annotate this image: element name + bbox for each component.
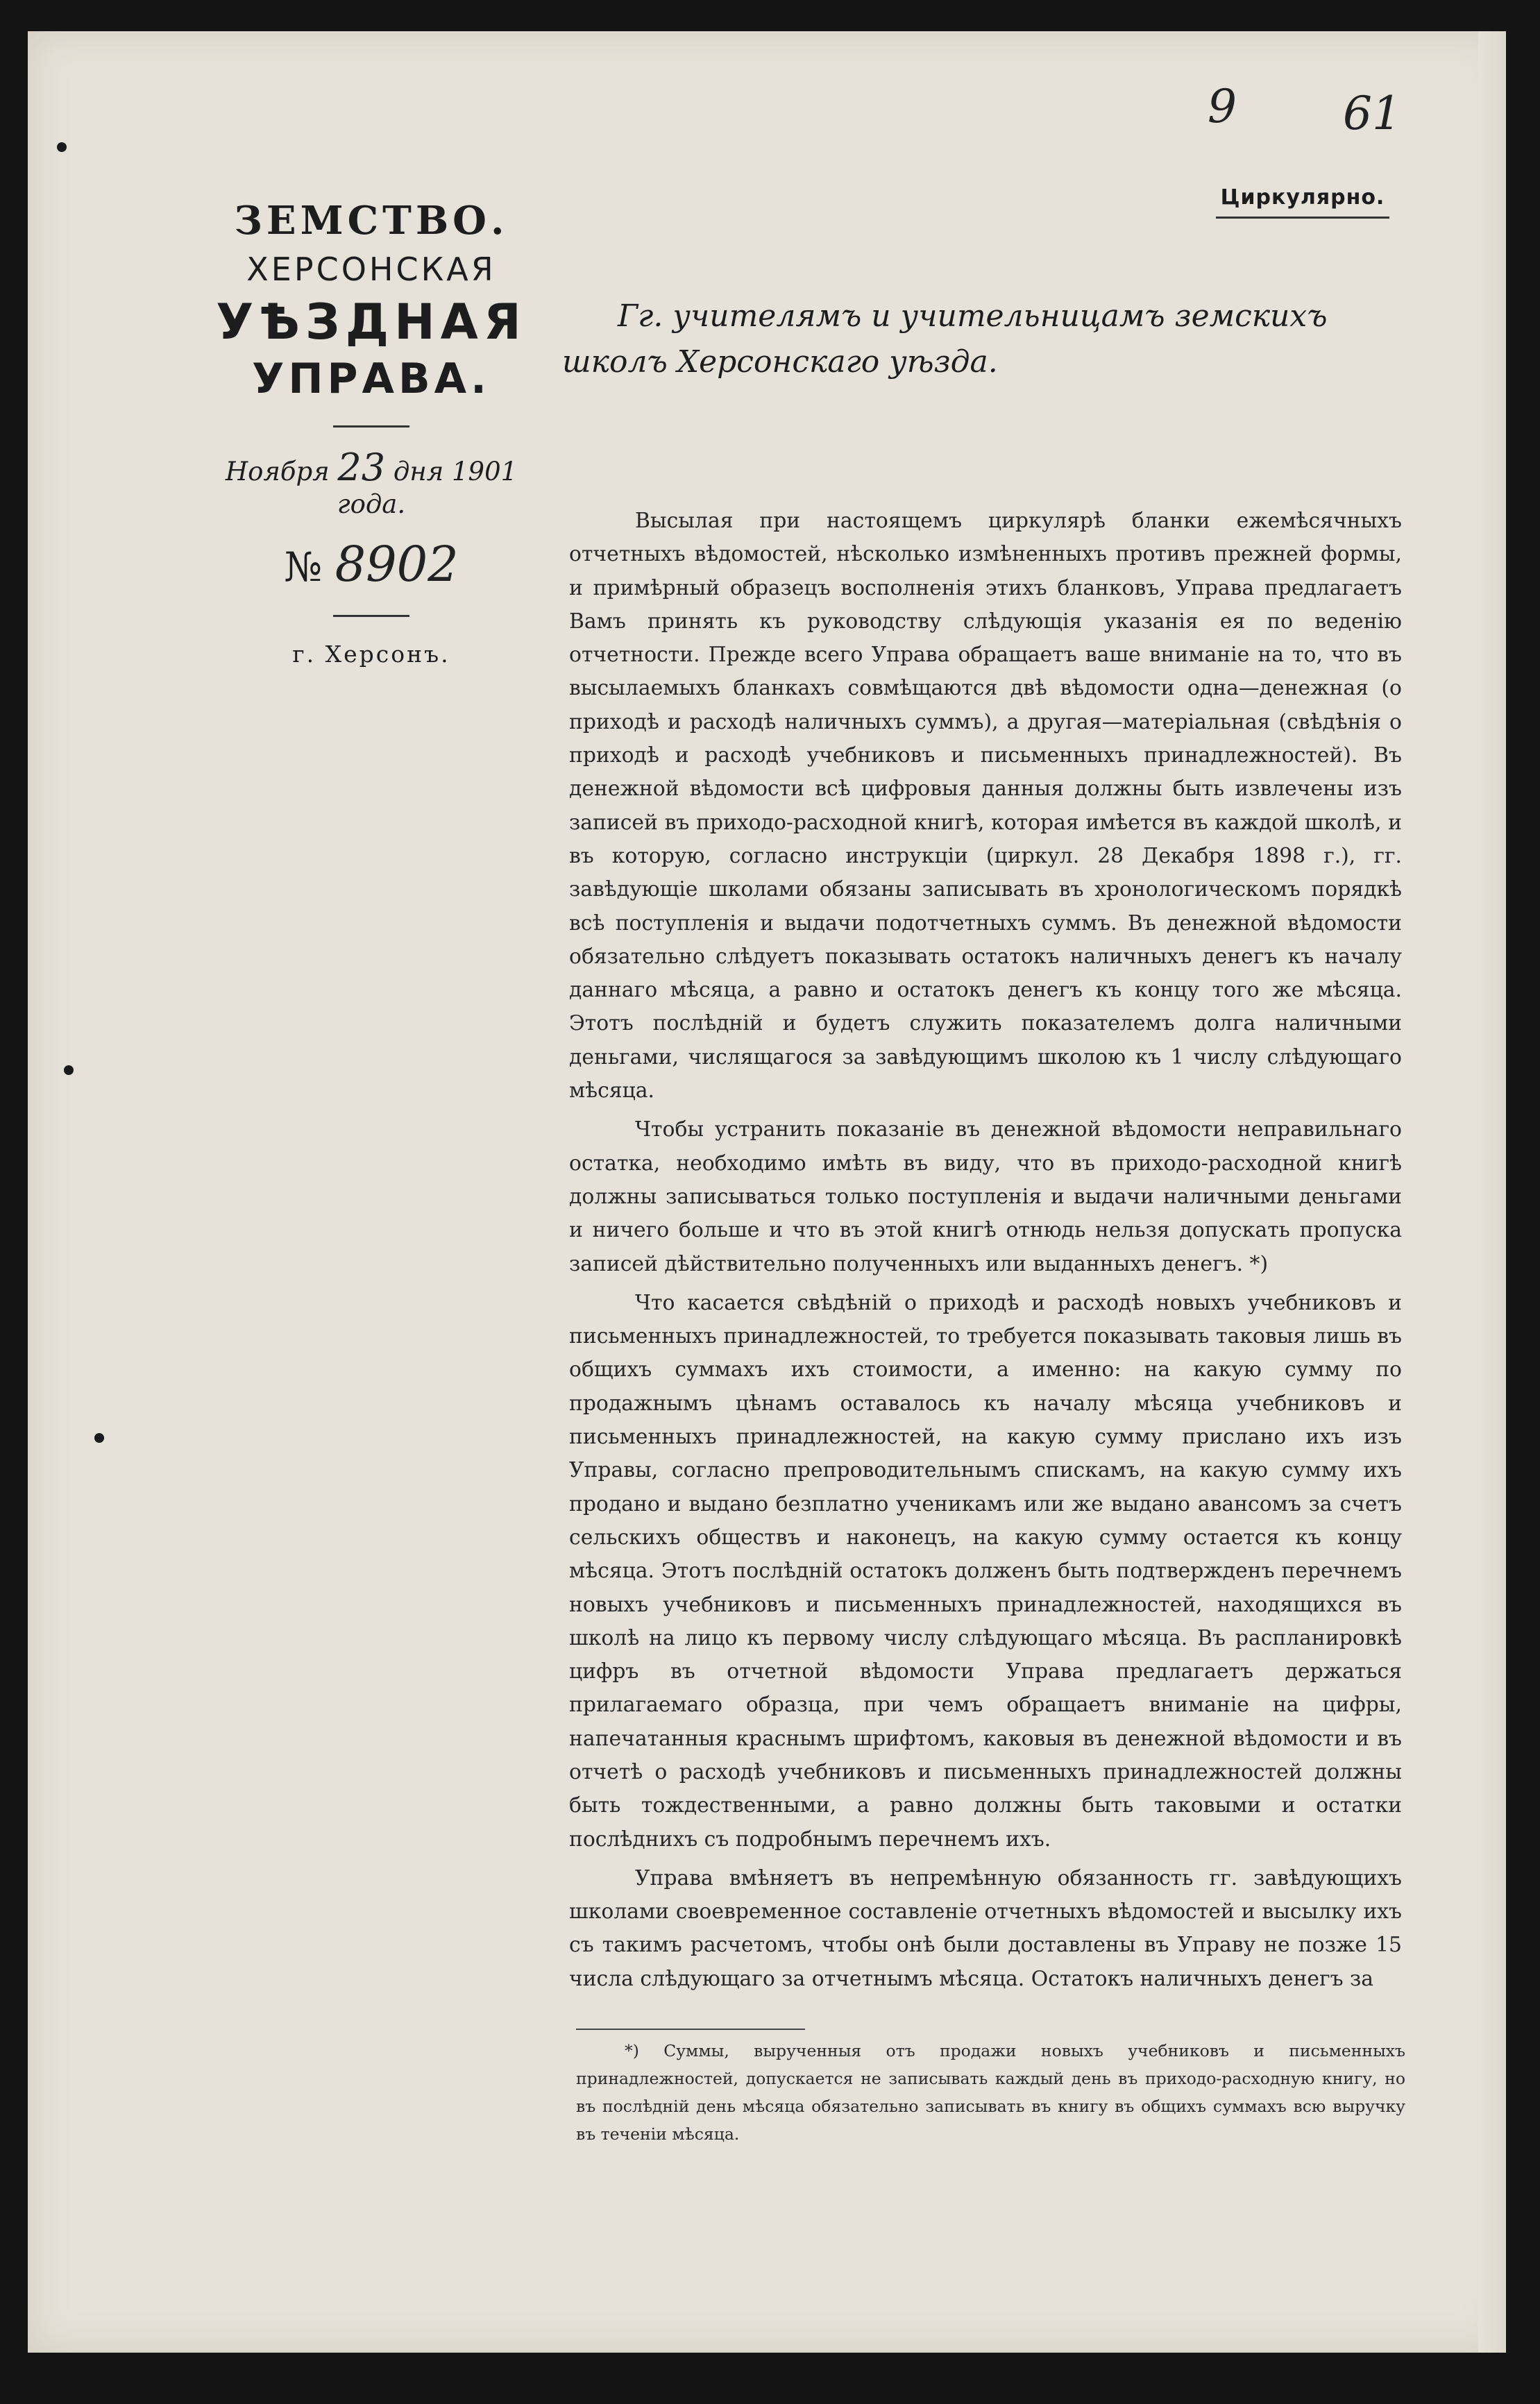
archive-mark-left: 9: [1208, 80, 1237, 133]
page-edge: [1478, 31, 1506, 2353]
letterhead-uprava: УПРАВА.: [252, 355, 491, 403]
letterhead-region: ХЕРСОНСКАЯ: [246, 251, 496, 288]
divider: [333, 615, 409, 617]
letterhead: [187, 198, 555, 668]
footnote-divider: [576, 2029, 805, 2030]
document-number-handwritten: 8902: [335, 536, 459, 593]
paragraph: Управа вмѣняетъ въ непремѣнную обязанность гг. завѣдующихъ школами своевременное составленіе отчетныхъ вѣдомостей и высылку ихъ съ такимъ расчетомъ, чтобы онѣ были доставлены въ Управу не позже 15 числа слѣдующаго за отчетнымъ мѣсяца. Остатокъ наличныхъ денегъ за: [569, 1865, 1402, 1991]
punch-hole: [57, 142, 67, 152]
date-day-handwritten: 23: [337, 446, 386, 489]
letterhead-zemstvo: ЗЕМСТВО.: [234, 198, 509, 244]
archive-mark-right: 61: [1343, 87, 1401, 140]
number-sign: №: [284, 543, 323, 591]
document-number-line: [187, 536, 555, 593]
document-page: [28, 31, 1506, 2353]
date-suffix: дня 1901 года.: [337, 457, 518, 519]
letterhead-uezd: УѢЗДНАЯ: [216, 294, 527, 350]
letter-body: [569, 505, 1402, 1996]
paragraph: Высылая при настоящемъ циркулярѣ бланки ежемѣсячныхъ отчетныхъ вѣдомостей, нѣсколько измѣненныхъ противъ прежней формы, и примѣрный образецъ восполненія этихъ бланковъ, Управа предлагаетъ Вамъ принять къ руководству слѣдующія указанія ея по веденію отчетности. Прежде всего Управа обращаетъ ваше вниманіе на то, что въ высылаемыхъ бланкахъ совмѣщаются двѣ вѣдомости одна—денежная (о приходѣ и расходѣ наличныхъ суммъ), а другая—матеріальная (свѣдѣнія о приходѣ и расходѣ учебниковъ и письменныхъ принадлежностей). Въ денежной вѣдомости всѣ цифровыя данныя должны быть извлечены изъ записей въ приходо-расходной книгѣ, которая имѣется въ каждой школѣ, и въ которую, согласно инструкціи (циркул. 28 Декабря 1898 г.), гг. завѣдующіе школами обязаны записывать въ хронологическомъ порядкѣ всѣ поступленія и выдачи подотчетныхъ суммъ. Въ денежной вѣдомости обязательно слѣдуетъ показывать остатокъ наличныхъ денегъ къ началу даннаго мѣсяца, а равно и остатокъ денегъ къ концу того же мѣсяца. Этотъ послѣдній и будетъ служить показателемъ долга наличными деньгами, числящагося за завѣдующимъ школою къ 1 числу слѣдующаго мѣсяца.: [569, 509, 1402, 1103]
date-line: [187, 446, 555, 519]
addressee: Гг. учителямъ и учительницамъ земскихъ школъ Херсонскаго уѣзда.: [562, 298, 1328, 380]
footnote: *) Суммы, вырученныя отъ продажи новыхъ учебниковъ и письменныхъ принадлежностей, допускается не записывать каждый день въ приходо-расходную книгу, но въ послѣдній день мѣсяца обязательно записывать въ книгу въ общихъ суммахъ всю выручку въ теченіи мѣсяца.: [576, 2041, 1405, 2144]
paragraph: Что касается свѣдѣній о приходѣ и расходѣ новыхъ учебниковъ и письменныхъ принадлежностей, то требуется показывать таковыя лишь въ общихъ суммахъ ихъ стоимости, а именно: на какую сумму по продажнымъ цѣнамъ оставалось къ началу мѣсяца учебниковъ и письменныхъ принадлежностей, на какую сумму прислано ихъ изъ Управы, согласно препроводительнымъ спискамъ, на какую сумму ихъ продано и выдано безплатно ученикамъ или же выдано авансомъ за счетъ сельскихъ обществъ и наконецъ, на какую сумму остается къ концу мѣсяца. Этотъ послѣдній остатокъ долженъ быть подтвержденъ перечнемъ новыхъ учебниковъ и письменныхъ принадлежностей, находящихся въ школѣ на лицо къ первому числу слѣдующаго мѣсяца. Въ распланировкѣ цифръ въ отчетной вѣдомости Управа предлагаетъ держаться прилагаемаго образца, при чемъ обращаетъ вниманіе на цифры, напечатанныя краснымъ шрифтомъ, каковыя въ денежной вѣдомости и въ отчетѣ о расходѣ учебниковъ и письменныхъ принадлежностей должны быть тождественными, а равно должны быть таковыми и остатки послѣднихъ съ подробнымъ перечнемъ ихъ.: [569, 1290, 1402, 1852]
paragraph: Чтобы устранить показаніе въ денежной вѣдомости неправильнаго остатка, необходимо имѣть въ виду, что въ приходо-расходной книгѣ должны записываться только поступленія и выдачи наличными деньгами и ничего больше и что въ этой книгѣ отнюдь нельзя допускать пропуска записей дѣйствительно полученныхъ или выданныхъ денегъ. *): [569, 1117, 1402, 1276]
divider: [333, 425, 409, 428]
date-prefix: Ноября: [225, 457, 330, 486]
circulation-label: Циркулярно.: [1216, 185, 1389, 219]
punch-hole: [64, 1065, 74, 1075]
punch-hole: [94, 1433, 104, 1443]
city-line: г. Херсонъ.: [292, 641, 450, 668]
